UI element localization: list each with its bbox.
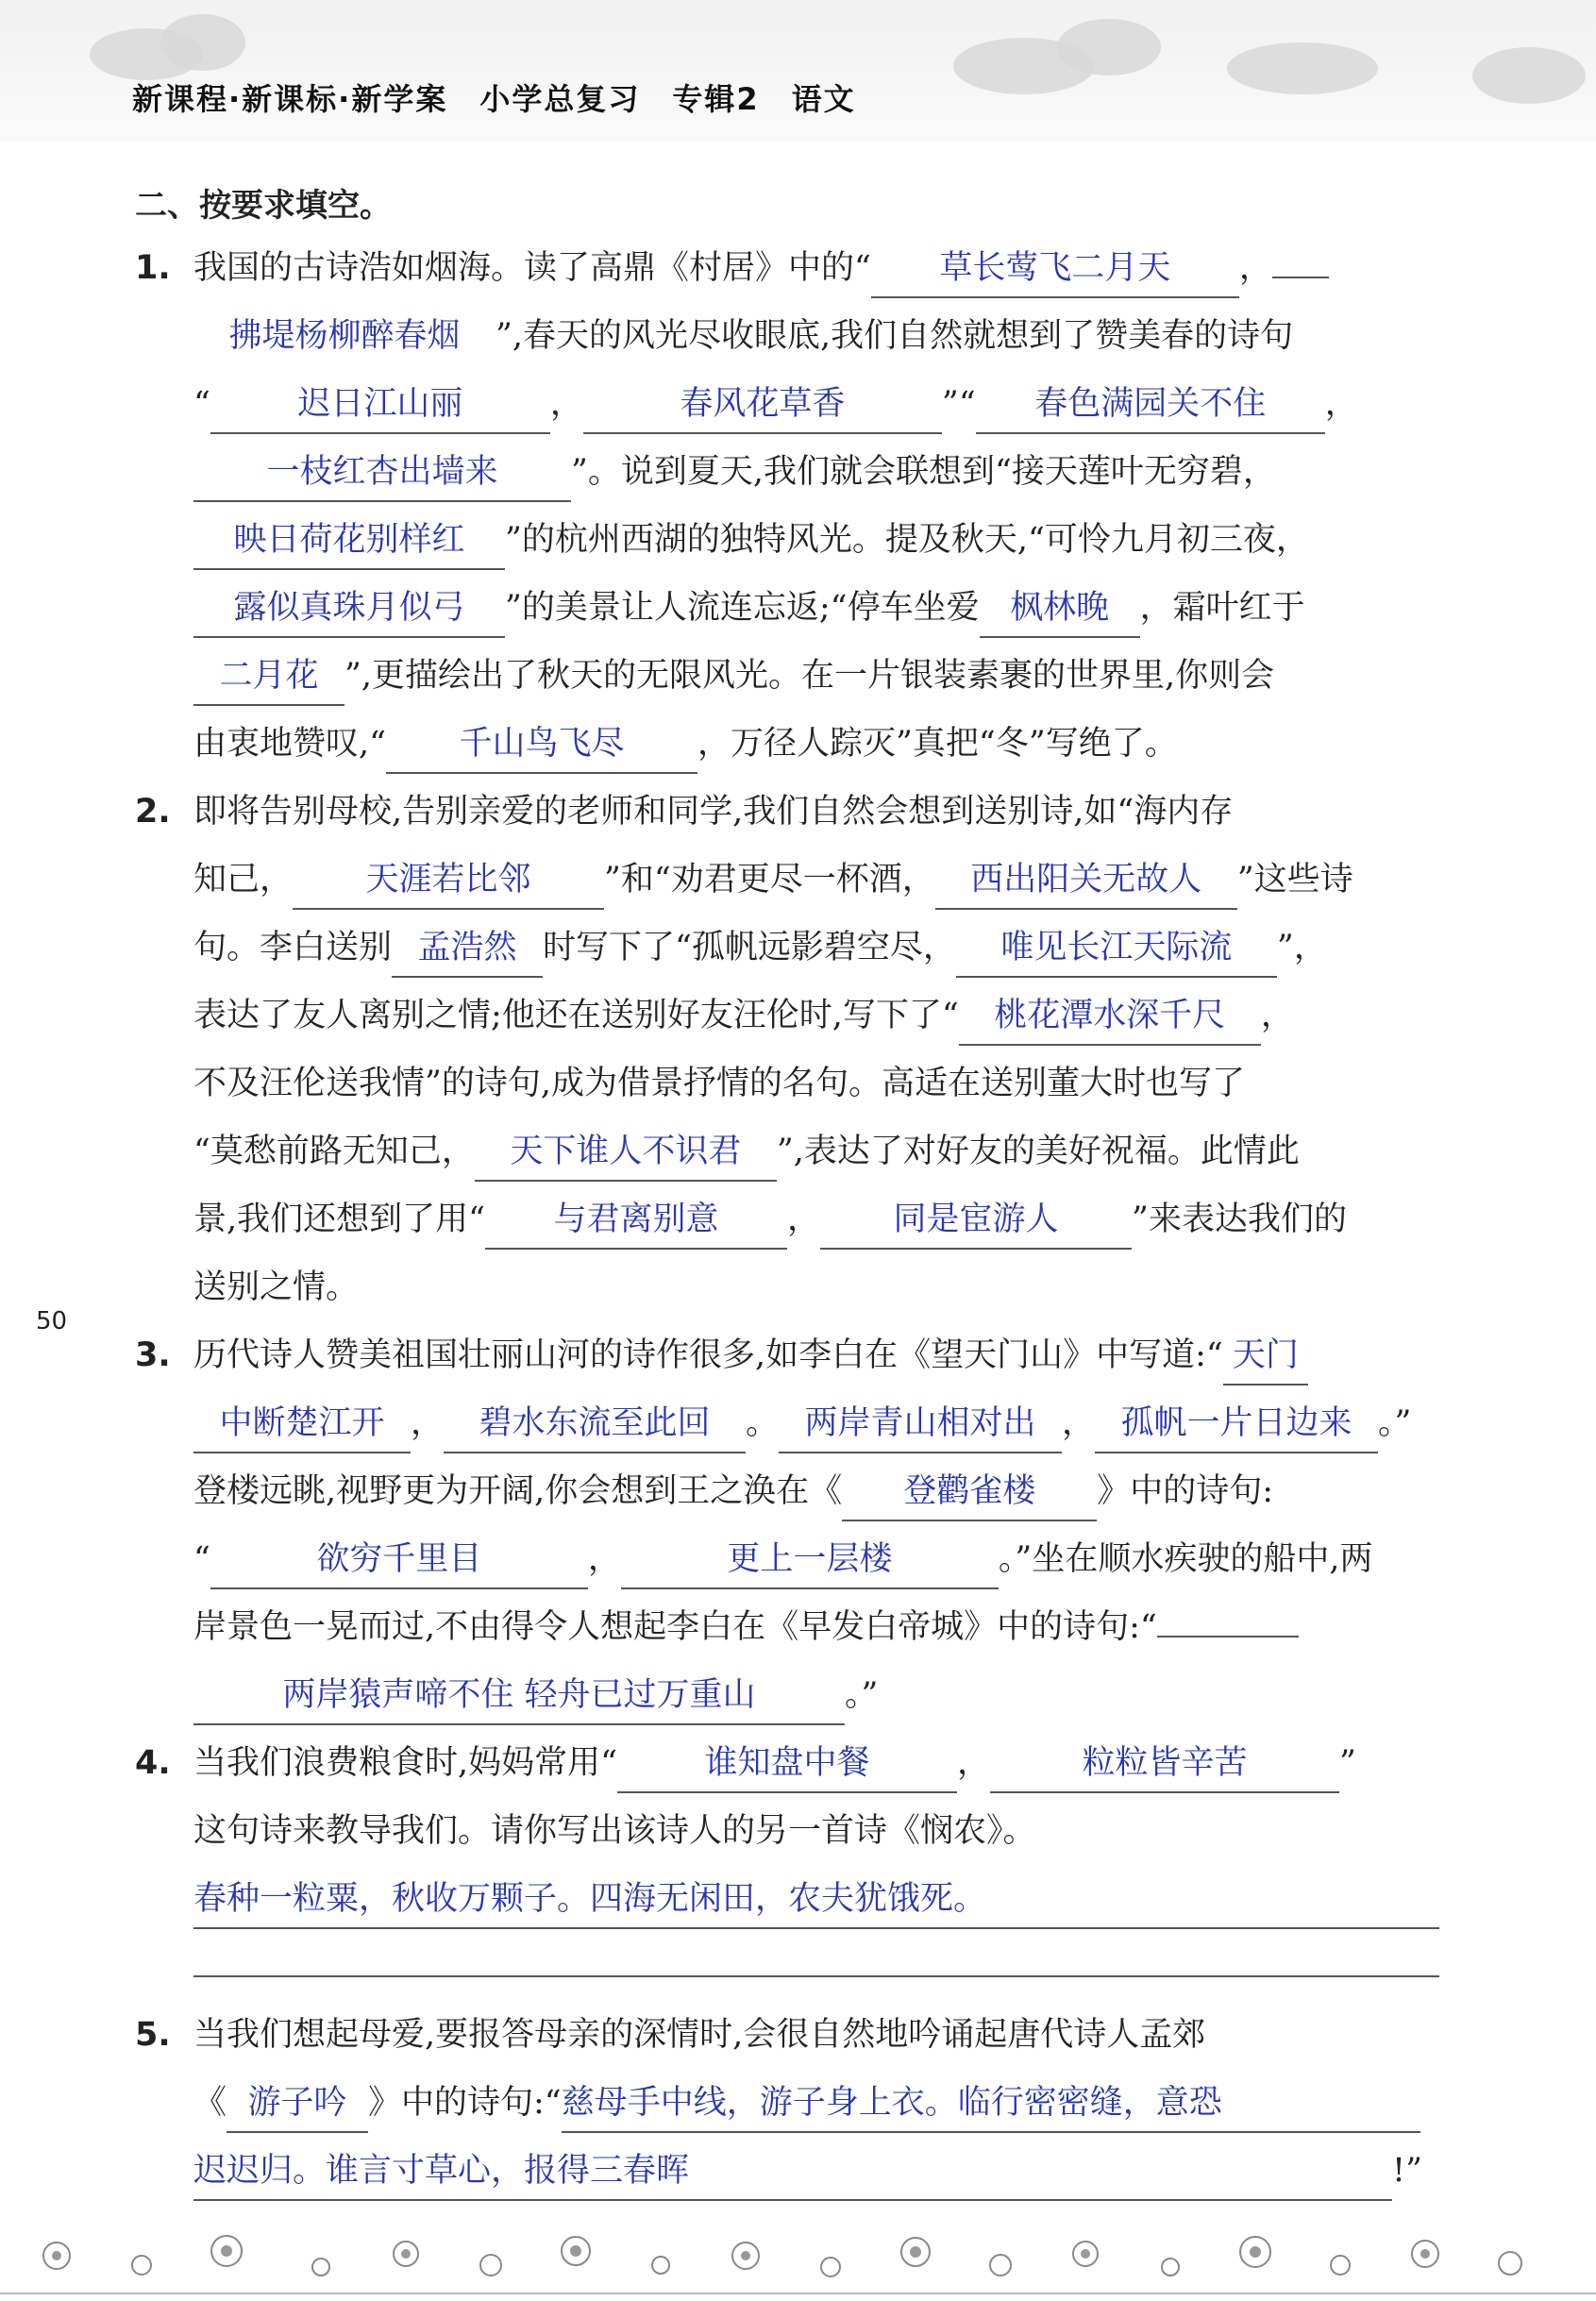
answer-blank: 桃花潭水深千尺 xyxy=(959,987,1261,1046)
text-line xyxy=(193,1865,1439,1933)
question-text: ”来表达我们的 xyxy=(1132,1201,1347,1238)
question-text: ， xyxy=(787,1201,821,1238)
question-text: “ xyxy=(193,1540,210,1578)
text-line xyxy=(193,438,1439,506)
text-line xyxy=(193,1457,1439,1525)
answer-blank: 孟浩然 xyxy=(392,919,543,978)
question-text: ”和“劝君更尽一杯酒， xyxy=(604,861,935,899)
question-text: “莫愁前路无知己， xyxy=(193,1133,475,1170)
text-line xyxy=(193,846,1439,914)
answer-blank: 游子吟 xyxy=(227,2074,368,2133)
answer-blank: 草长莺飞二月天 xyxy=(871,240,1239,298)
question-text: 当我们想起母爱,要报答母亲的深情时,会很自然地吟诵起唐代诗人孟郊 xyxy=(193,2016,1206,2054)
question-text: ”“ xyxy=(941,385,976,423)
question-text: ， xyxy=(957,1744,991,1782)
question-text: 由衷地赞叹,“ xyxy=(193,725,387,763)
question-text: 表达了友人离别之情;他还在送别好友汪伦时,写下了“ xyxy=(193,997,959,1034)
question-text: 登楼远眺,视野更为开阔,你会想到王之涣在《 xyxy=(193,1472,843,1510)
answer-blank: 春种一粒粟，秋收万颗子。四海无闲田，农夫犹饿死。 xyxy=(193,1871,1439,1929)
question-text: ”， xyxy=(1276,929,1327,966)
answer-blank xyxy=(1157,1636,1299,1638)
question-text: ” xyxy=(1339,1744,1356,1782)
answer-blank xyxy=(1272,277,1329,278)
question-text: ”。说到夏天,我们就会联想到“接天莲叶无穷碧， xyxy=(571,453,1276,491)
question-text: ， xyxy=(1324,385,1358,423)
answer-blank: 更上一层楼 xyxy=(621,1531,999,1589)
text-line xyxy=(193,1185,1439,1253)
answer-blank: 千山鸟飞尽 xyxy=(386,715,697,774)
text-line xyxy=(193,1321,1439,1389)
question-text: 历代诗人赞美祖国壮丽山河的诗作很多,如李白在《望天门山》中写道:“ xyxy=(193,1336,1223,1374)
question-text: ，万径人踪灭”真把“冬”写绝了。 xyxy=(697,725,1178,763)
answer-blank: 二月花 xyxy=(193,647,344,706)
answer-blank: 碧水东流至此回 xyxy=(444,1395,746,1453)
question-text: ”这些诗 xyxy=(1236,861,1353,899)
text-line xyxy=(193,2001,1439,2069)
answer-blank: 中断楚江开 xyxy=(193,1395,411,1453)
answer-blank: 欲穷千里目 xyxy=(210,1531,588,1589)
answer-blank: 同是宦游人 xyxy=(820,1191,1132,1250)
question-text: ”的杭州西湖的独特风光。提及秋天,“可怜九月初三夜， xyxy=(505,521,1309,559)
text-line xyxy=(193,2137,1439,2205)
text-line xyxy=(193,1253,1439,1321)
answer-blank: 迟日江山丽 xyxy=(210,376,550,434)
text-line xyxy=(193,2069,1439,2137)
question-number: 5. xyxy=(135,2016,171,2054)
question-text: ， xyxy=(1238,249,1272,287)
question-text: ”,更描绘出了秋天的无限风光。在一片银装素裹的世界里,你则会 xyxy=(344,657,1275,695)
question-text: 时写下了“孤帆远影碧空尽， xyxy=(543,929,956,966)
question-text: 》中的诗句:“ xyxy=(368,2084,562,2122)
answer-blank: 一枝红杏出墙来 xyxy=(193,444,571,502)
text-line xyxy=(193,642,1439,710)
question-text: 。 xyxy=(746,1404,780,1442)
answer-blank: 西出阳关无故人 xyxy=(935,851,1237,910)
question-number: 4. xyxy=(135,1744,171,1782)
answer-blank: 谁知盘中餐 xyxy=(617,1735,957,1793)
cloud-decoration xyxy=(160,14,245,71)
text-line xyxy=(193,1050,1439,1117)
question-text: 《 xyxy=(193,2084,227,2122)
text-line xyxy=(193,778,1439,846)
text-line xyxy=(193,574,1439,642)
question-text: 知己， xyxy=(193,861,294,899)
question-number: 2. xyxy=(135,793,171,831)
question-text: 。”坐在顺水疾驶的船中,两 xyxy=(998,1540,1373,1578)
question-text: 我国的古诗浩如烟海。读了高鼎《村居》中的“ xyxy=(193,249,871,287)
question-text: 句。李白送别 xyxy=(193,929,393,966)
text-line xyxy=(193,1117,1439,1185)
question-text: ”的美景让人流连忘返;“停车坐爱 xyxy=(505,589,980,627)
question-text: 岸景色一晃而过,不由得令人想起李白在《早发白帝城》中的诗句:“ xyxy=(193,1608,1157,1646)
question-number: 1. xyxy=(135,249,171,287)
answer-blank: 天门 xyxy=(1223,1327,1308,1386)
answer-blank: 粒粒皆辛苦 xyxy=(990,1735,1339,1793)
text-line xyxy=(193,1661,1439,1729)
question-text: 。” xyxy=(845,1676,879,1714)
flower-border-decoration xyxy=(0,2199,1596,2301)
answer-blank: 春色满园关不住 xyxy=(976,376,1325,434)
answer-blank: 慈母手中线，游子身上衣。临行密密缝，意恐 xyxy=(562,2074,1420,2133)
answer-blank: 露似真珠月似弓 xyxy=(193,579,505,638)
text-line xyxy=(193,710,1439,778)
answer-blank: 迟迟归。谁言寸草心，报得三春晖 xyxy=(193,2142,1392,2201)
question-text: ， xyxy=(1062,1404,1096,1442)
answer-blank xyxy=(193,1975,1439,1977)
cloud-decoration xyxy=(1472,47,1586,104)
text-line xyxy=(193,1525,1439,1593)
text-line xyxy=(193,234,1439,302)
answer-blank: 与君离别意 xyxy=(485,1191,787,1250)
question-text: 不及汪伦送我情”的诗句,成为借景抒情的名句。高适在送别董大时也写了 xyxy=(193,1065,1246,1102)
text-line xyxy=(193,914,1439,982)
question-text: ，霜叶红于 xyxy=(1139,589,1305,627)
page-header-title: 新课程·新课标·新学案 小学总复习 专辑2 语文 xyxy=(132,81,856,117)
answer-blank: 枫林晚 xyxy=(980,579,1140,638)
question-text: 景,我们还想到了用“ xyxy=(193,1201,486,1238)
answer-blank: 天涯若比邻 xyxy=(293,851,604,910)
question-text: 。” xyxy=(1378,1404,1412,1442)
question-text: ， xyxy=(587,1540,621,1578)
question-text: ”,表达了对好友的美好祝福。此情此 xyxy=(776,1133,1300,1170)
question-number: 3. xyxy=(135,1336,171,1374)
question-text: 即将告别母校,告别亲爱的老师和同学,我们自然会想到送别诗,如“海内存 xyxy=(193,793,1234,831)
text-line xyxy=(193,370,1439,438)
answer-blank: 唯见长江天际流 xyxy=(956,919,1277,978)
answer-blank: 登鹳雀楼 xyxy=(842,1463,1097,1521)
question-text: 送别之情。 xyxy=(193,1268,360,1306)
answer-blank: 拂堤杨柳醉春烟 xyxy=(228,317,461,355)
question-text: 》中的诗句: xyxy=(1097,1472,1274,1510)
text-line xyxy=(193,1389,1439,1457)
text-line xyxy=(193,1729,1439,1797)
text-line xyxy=(193,1593,1439,1661)
section-title: 二、按要求填空。 xyxy=(135,187,392,225)
answer-blank: 两岸猿声啼不住 轻舟已过万重山 xyxy=(193,1667,845,1725)
cloud-decoration xyxy=(1057,19,1161,76)
question-text: !” xyxy=(1392,2152,1422,2190)
answer-blank: 春风花草香 xyxy=(583,376,942,434)
answer-blank: 两岸青山相对出 xyxy=(779,1395,1062,1453)
question-text: 这句诗来教导我们。请你写出该诗人的另一首诗《悯农》。 xyxy=(193,1812,1036,1850)
cloud-decoration xyxy=(1227,42,1378,94)
question-text: ， xyxy=(549,385,583,423)
text-line xyxy=(193,1797,1439,1865)
question-text: “ xyxy=(193,385,210,423)
answer-blank: 孤帆一片日边来 xyxy=(1095,1395,1378,1453)
answer-blank: 天下谁人不识君 xyxy=(475,1123,777,1182)
text-line xyxy=(193,1933,1439,2001)
text-line xyxy=(193,302,1439,370)
answer-blank: 映日荷花别样红 xyxy=(193,512,505,570)
question-text: 当我们浪费粮食时,妈妈常用“ xyxy=(193,1744,618,1782)
question-text: ”,春天的风光尽收眼底,我们自然就想到了赞美春的诗句 xyxy=(496,317,1294,355)
question-text: ， xyxy=(411,1404,445,1442)
page-number: 50 xyxy=(36,1307,68,1335)
text-line xyxy=(193,982,1439,1050)
question-text: ， xyxy=(1260,997,1294,1034)
text-line xyxy=(193,506,1439,574)
